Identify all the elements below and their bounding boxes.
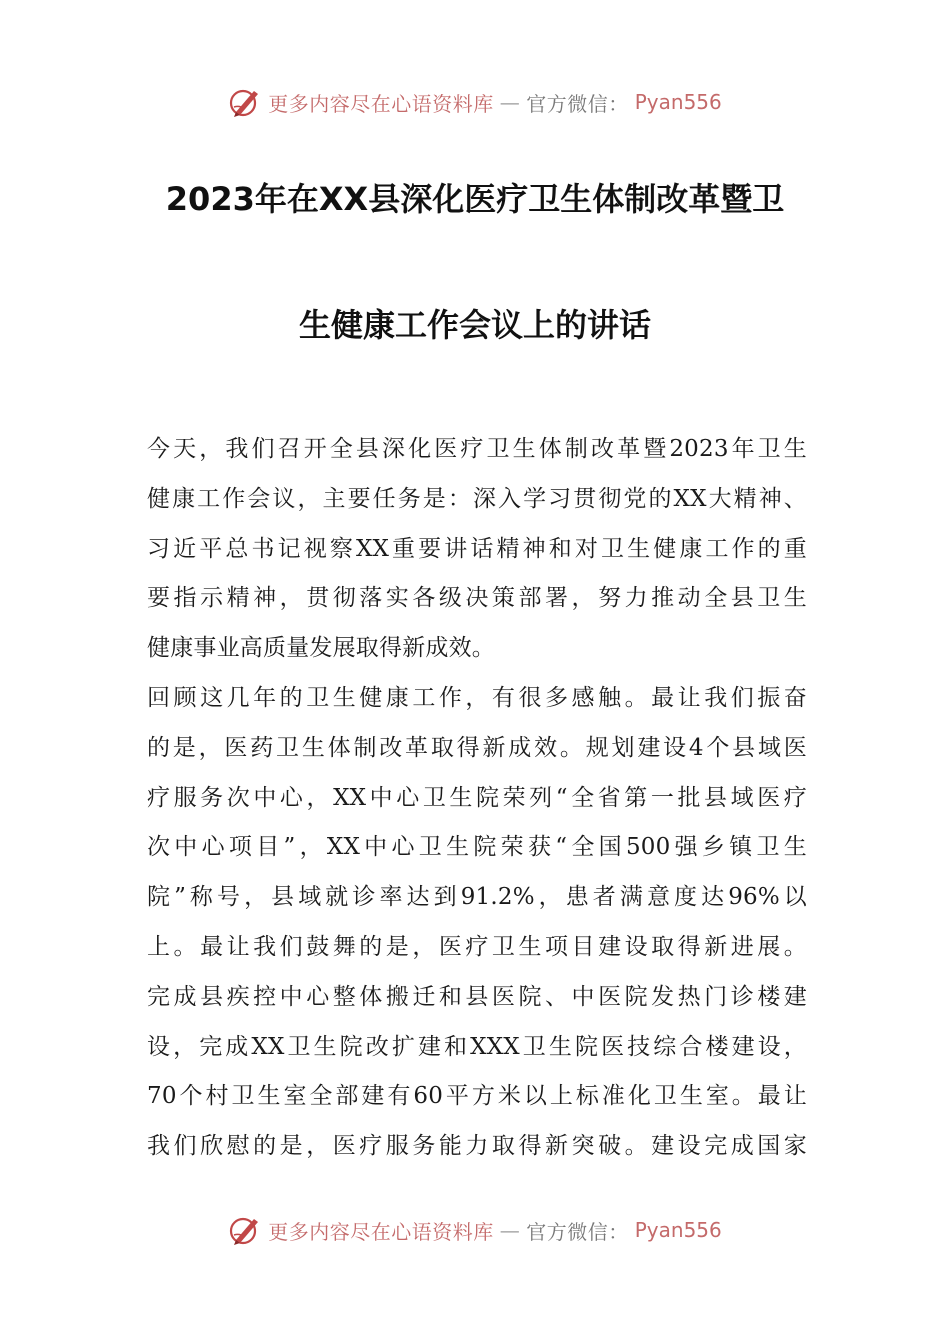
text-line: 习近平总书记视察XX重要讲话精神和对卫生健康工作的重 [147,535,807,562]
banner-wechat-label: 官方微信： [526,91,629,116]
text-line: 我们欣慰的是，医疗服务能力取得新突破。建设完成国家 [147,1133,807,1160]
text-line: 回顾这几年的卫生健康工作，有很多感触。最让我们振奋 [147,685,807,711]
header-banner [0,80,950,124]
text-line: 完成县疾控中心整体搬迁和县医院、中医院发热门诊楼建 [147,983,807,1010]
paragraph-1 [147,425,807,674]
text-line: 设，完成XX卫生院改扩建和XXX卫生院医技综合楼建设， [147,1033,807,1060]
text-line: 院”称号，县域就诊率达到91.2%，患者满意度达96%以 [147,884,807,911]
banner-wechat-label: 官方微信： [526,1219,629,1244]
banner-handle: Pyan556 [634,90,722,114]
banner-site-text: 更多内容尽在心语资料库 [268,1219,494,1244]
text-line: 健康工作会议，主要任务是：深入学习贯彻党的XX大精神、 [147,485,807,512]
pen-logo-icon [228,85,262,119]
banner-dash: — [499,1218,521,1242]
document-title-line-2: 生健康工作会议上的讲话 [298,306,651,344]
text-line: 要指示精神，贯彻落实各级决策部署，努力推动全县卫生 [147,585,807,612]
text-line: 今天，我们召开全县深化医疗卫生体制改革暨2023年卫生 [147,436,807,462]
banner-handle: Pyan556 [634,1218,722,1242]
text-line: 疗服务次中心，XX中心卫生院荣列“全省第一批县域医疗 [147,784,807,811]
document-title-line-1: 2023年在XX县深化医疗卫生体制改革暨卫 [165,180,785,218]
footer-banner [0,1208,950,1252]
text-line: 上。最让我们鼓舞的是，医疗卫生项目建设取得新进展。 [147,933,807,960]
pen-logo-icon [228,1213,262,1247]
text-line: 次中心项目”，XX中心卫生院荣获“全国500强乡镇卫生 [147,834,807,861]
text-line: 70个村卫生室全部建有60平方米以上标准化卫生室。最让 [147,1083,807,1110]
paragraph-2 [147,674,807,1172]
text-line: 健康事业高质量发展取得新成效。 [147,635,495,662]
banner-site-text: 更多内容尽在心语资料库 [268,91,494,116]
banner-dash: — [499,90,521,114]
text-line: 的是，医药卫生体制改革取得新成效。规划建设4个县域医 [147,734,807,761]
